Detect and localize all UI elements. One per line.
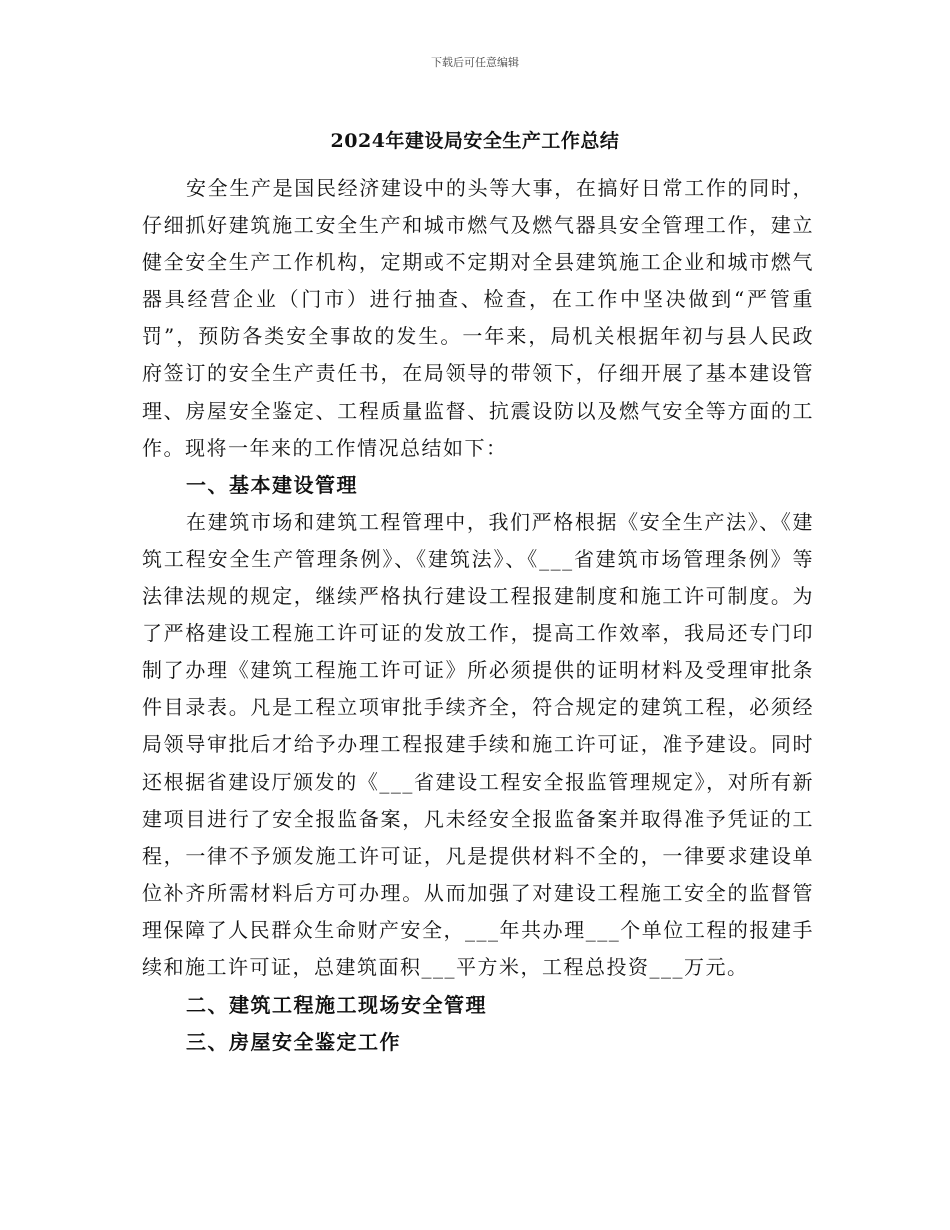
document-body bbox=[142, 170, 814, 1061]
section-heading-house-safety: 三、房屋安全鉴定工作 bbox=[186, 1030, 401, 1055]
section-heading-basic-construction: 一、基本建设管理 bbox=[186, 472, 358, 497]
section1-paragraph: 在建筑市场和建筑工程管理中，我们严格根据《安全生产法》、《建筑工程安全生产管理条例》、《建筑法》、《___省建筑市场管理条例》等法律法规的规定，继续严格执行建设工程报建制度和施工许可制度。为了严格建设工程施工许可证的发放工作，提高工作效率，我局还专门印制了办理《建筑工程施工许可证》所必须提供的证明材料及受理审批条件目录表。凡是工程立项审批手续齐全，符合规定的建筑工程，必须经局领导审批后才给予办理工程报建手续和施工许可证，准予建设。同时还根据省建设厅颁发的《___省建设工程安全报监管理规定》，对所有新建项目进行了安全报监备案，凡未经安全报监备案并取得准予凭证的工程，一律不予颁发施工许可证，凡是提供材料不全的，一律要求建设单位补齐所需材料后方可办理。从而加强了对建设工程施工安全的监督管理保障了人民群众生命财产安全，___年共办理___个单位工程的报建手续和施工许可证，总建筑面积___平方米，工程总投资___万元。 bbox=[142, 509, 814, 979]
document-title: 2024年建设局安全生产工作总结 bbox=[330, 130, 620, 152]
page-header-note: 下载后可任意编辑 bbox=[431, 56, 519, 69]
section-heading-site-safety: 二、建筑工程施工现场安全管理 bbox=[186, 993, 487, 1018]
intro-paragraph: 安全生产是国民经济建设中的头等大事，在搞好日常工作的同时，仔细抓好建筑施工安全生产和城市燃气及燃气器具安全管理工作，建立健全安全生产工作机构，定期或不定期对全县建筑施工企业和城市燃气器具经营企业（门市）进行抽查、检查，在工作中坚决做到“严管重罚”，预防各类安全事故的发生。一年来，局机关根据年初与县人民政府签订的安全生产责任书，在局领导的带领下，仔细开展了基本建设管理、房屋安全鉴定、工程质量监督、抗震设防以及燃气安全等方面的工作。现将一年来的工作情况总结如下： bbox=[142, 176, 814, 460]
